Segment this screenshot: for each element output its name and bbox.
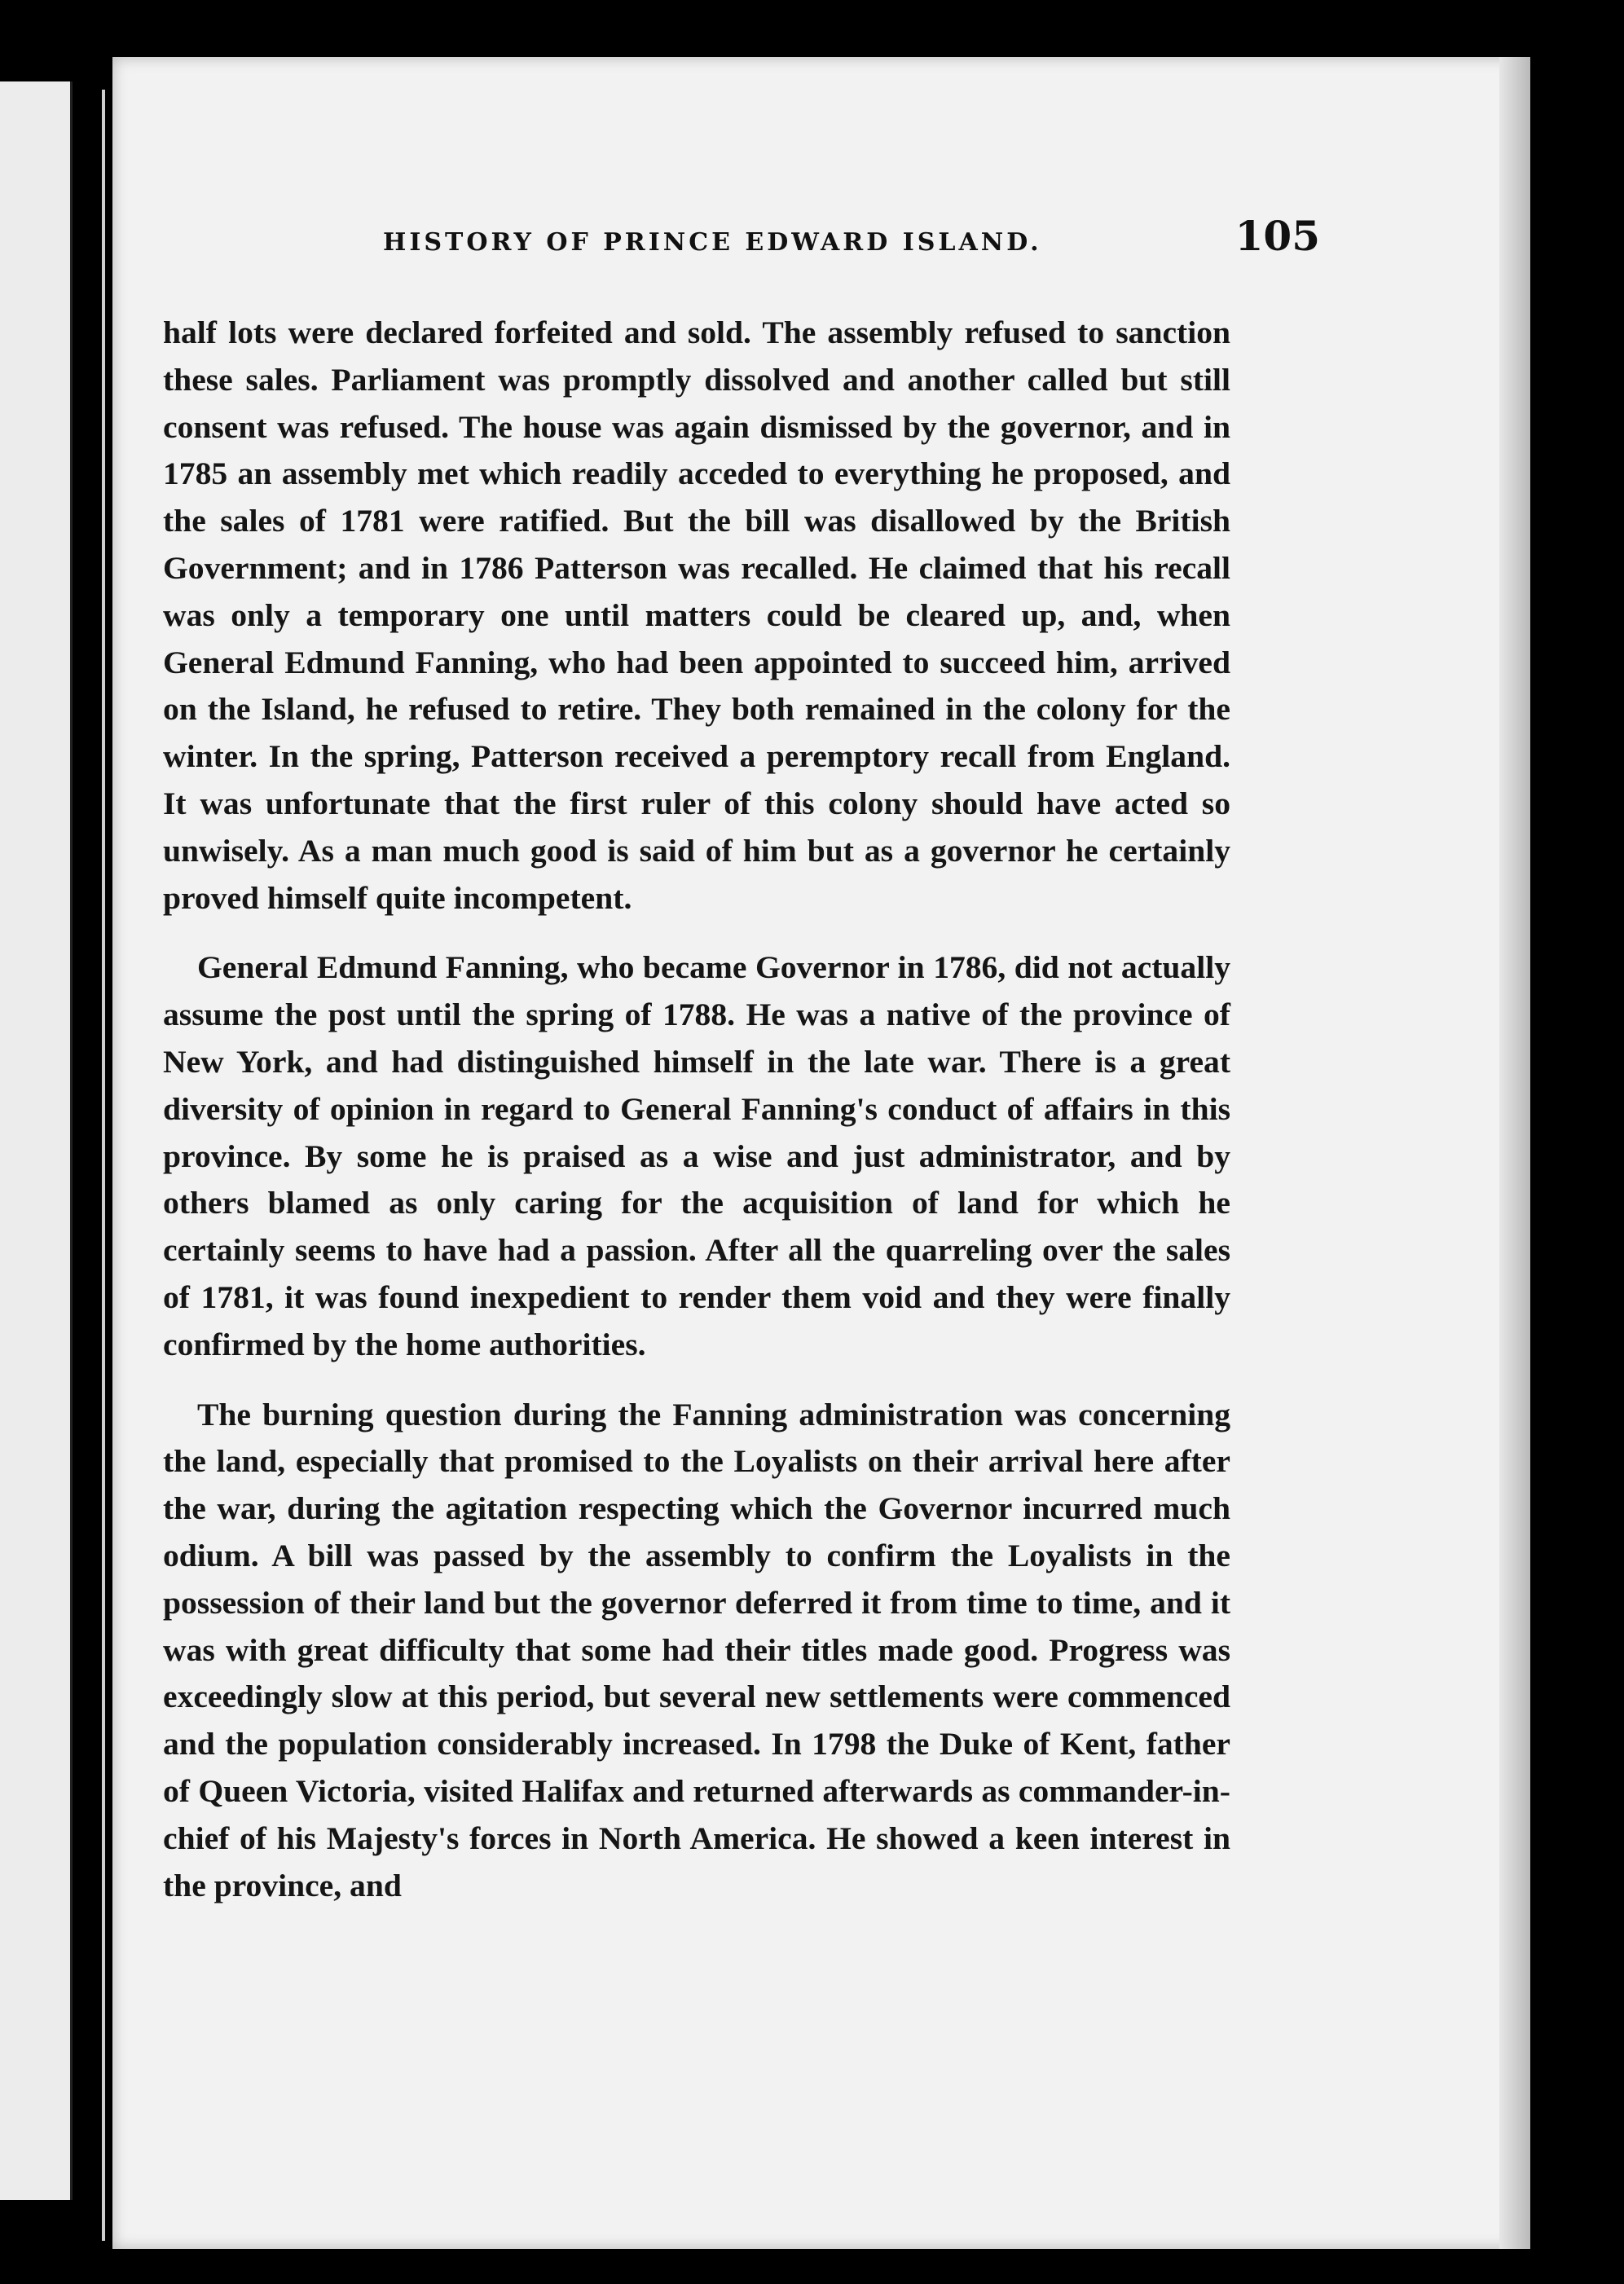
page-edge-shadow xyxy=(1499,57,1530,2249)
gutter-line xyxy=(102,90,105,2241)
paragraph-1: half lots were declared forfeited and sold. The assembly refused to sanction these sales. Parliament was promptly dissolved and another called but still consent was refused. The house was again dismissed by the governor, and in 1785 an assembly met which readily acceded to everything he proposed, and the sales of 1781 were ratified. But the bill was disallowed by the British Government; and in 1786 Patterson was recalled. He claimed that his recall was only a temporary one until matters could be cleared up, and, when General Edmund Fanning, who had been appointed to succeed him, arrived on the Island, he refused to retire. They both remained in the colony for the winter. In the spring, Patterson received a peremptory recall from England. It was unfortunate that the first ruler of this colony should have acted so unwisely. As a man much good is said of him but as a governor he certainly proved himself quite incompetent. xyxy=(163,315,1230,916)
paragraph-3: The burning question during the Fanning administration was concerning the land, especially that promised to the Loyalists on their arrival here after the war, during the agitation respecting which the Governor incurred much odium. A bill was passed by the assembly to confirm the Loyalists in the possession of their land but the governor deferred it from time to time, and it was with great difficulty that some had their titles made good. Progress was exceedingly slow at this period, but several new settlements were commenced and the population considerably increased. In 1798 the Duke of Kent, father of Queen Victoria, visited Halifax and returned afterwards as commander-in-chief of his Majesty's forces in North America. He showed a keen interest in the province, and xyxy=(163,1396,1230,1903)
page-number: 105 xyxy=(1235,212,1320,260)
facing-page-edge xyxy=(0,81,73,2200)
running-title: HISTORY OF PRINCE EDWARD ISLAND. xyxy=(383,228,1042,257)
page-header xyxy=(383,179,1320,269)
body-text xyxy=(163,310,1230,1932)
paragraph-2: General Edmund Fanning, who became Governor in 1786, did not actually assume the post until the spring of 1788. He was a native of the province of New York, and had distinguished himself in the late war. There is a great diversity of opinion in regard to General Fanning's conduct of affairs in this province. By some he is praised as a wise and just administrator, and by others blamed as only caring for the acquisition of land for which he certainly seems to have had a passion. After all the quarreling over the sales of 1781, it was found inexpedient to render them void and they were finally confirmed by the home authorities. xyxy=(163,949,1230,1362)
